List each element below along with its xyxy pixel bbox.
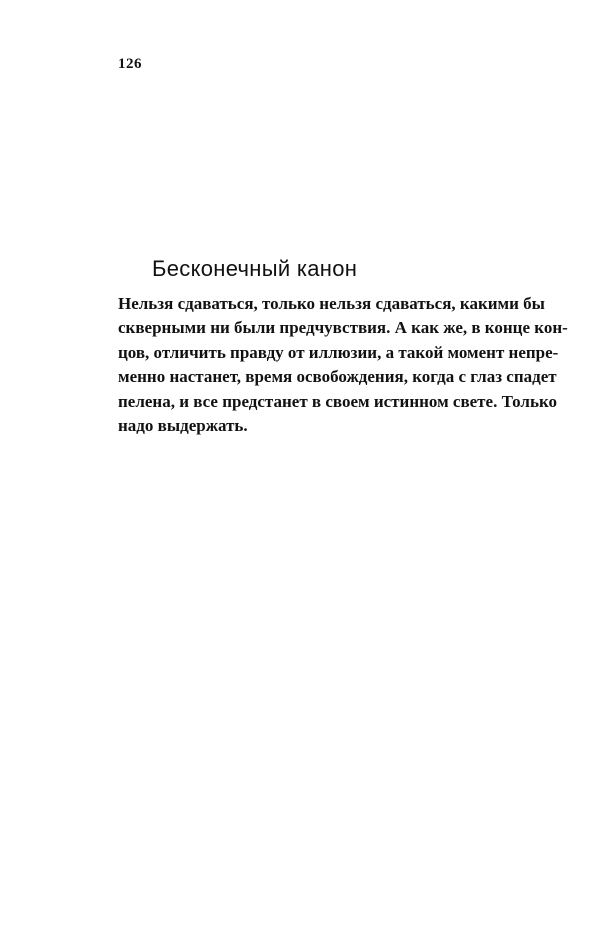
paragraph-line: пелена, и все предстанет в своем истинном свете. Только <box>118 391 558 411</box>
page-number: 126 <box>118 56 142 72</box>
paragraph-line: Нельзя сдаваться, только нельзя сдаваться, какими бы <box>118 294 545 313</box>
paragraph-line: скверными ни были предчувствия. А как же, в конце кон- <box>118 318 568 338</box>
paragraph-line: менно настанет, время освобождения, когда с глаз спадет <box>118 367 557 387</box>
section-title: Бесконечный канон <box>152 256 358 281</box>
paragraph-line: цов, отличить правду от иллюзии, а такой момент непре- <box>118 342 559 362</box>
paragraph-line: надо выдержать. <box>118 416 248 436</box>
body-paragraph <box>118 292 568 438</box>
